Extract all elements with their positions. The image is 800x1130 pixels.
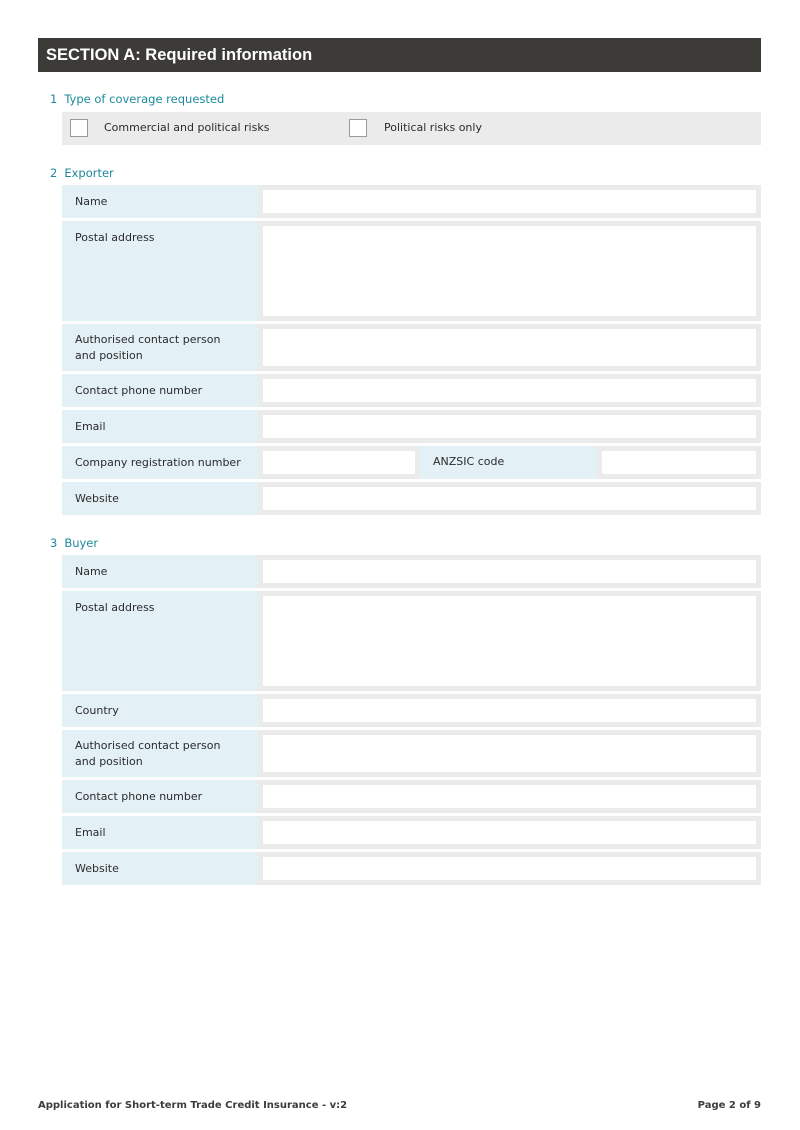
exporter-phone-input[interactable] [263, 379, 756, 402]
field-label: Name [62, 555, 258, 588]
field-label: Website [62, 852, 258, 885]
question-2-title [50, 166, 114, 180]
exporter-name-input[interactable] [263, 190, 756, 213]
field-label: Email [62, 410, 258, 443]
field-label: Name [62, 185, 258, 218]
question-number: 1 [50, 92, 58, 106]
field-label: Contact phone number [62, 374, 258, 407]
buyer-website-input[interactable] [263, 857, 756, 880]
buyer-phone-row [62, 780, 761, 813]
buyer-address-row [62, 591, 761, 691]
buyer-contact-input[interactable] [263, 735, 756, 772]
buyer-address-input[interactable] [263, 596, 756, 686]
question-label: Type of coverage requested [64, 92, 225, 106]
exporter-email-row [62, 410, 761, 443]
field-label: Postal address [62, 221, 258, 321]
question-number: 2 [50, 166, 58, 180]
buyer-phone-input[interactable] [263, 785, 756, 808]
question-1-title [50, 92, 224, 106]
exporter-contact-input[interactable] [263, 329, 756, 366]
exporter-website-row [62, 482, 761, 515]
exporter-contact-row [62, 324, 761, 371]
field-label: Website [62, 482, 258, 515]
exporter-name-row [62, 185, 761, 218]
checkbox-label-commercial-political: Commercial and political risks [104, 121, 270, 134]
field-label: Authorised contact person and position [62, 324, 258, 371]
field-label: Country [62, 694, 258, 727]
field-label: Contact phone number [62, 780, 258, 813]
field-label: ANZSIC code [420, 446, 597, 479]
field-label: Postal address [62, 591, 258, 691]
buyer-table [62, 555, 761, 888]
coverage-options [62, 112, 761, 145]
buyer-country-row [62, 694, 761, 727]
checkbox-label-political-only: Political risks only [384, 121, 482, 134]
exporter-registration-row [62, 446, 761, 479]
section-a-header: SECTION A: Required information [38, 38, 761, 72]
field-label: Email [62, 816, 258, 849]
checkbox-commercial-political[interactable] [70, 119, 88, 137]
buyer-contact-row [62, 730, 761, 777]
exporter-address-row [62, 221, 761, 321]
checkbox-political-only[interactable] [349, 119, 367, 137]
anzsic-code-input[interactable] [602, 451, 756, 474]
buyer-email-row [62, 816, 761, 849]
buyer-website-row [62, 852, 761, 885]
buyer-name-row [62, 555, 761, 588]
exporter-website-input[interactable] [263, 487, 756, 510]
question-label: Exporter [64, 166, 114, 180]
exporter-phone-row [62, 374, 761, 407]
footer-document-title: Application for Short-term Trade Credit Insurance - v:2 [38, 1100, 348, 1111]
exporter-email-input[interactable] [263, 415, 756, 438]
buyer-country-input[interactable] [263, 699, 756, 722]
buyer-email-input[interactable] [263, 821, 756, 844]
question-label: Buyer [64, 536, 99, 550]
company-registration-input[interactable] [263, 451, 415, 474]
buyer-name-input[interactable] [263, 560, 756, 583]
field-label: Authorised contact person and position [62, 730, 258, 777]
question-3-title [50, 536, 98, 550]
footer-page-number: Page 2 of 9 [697, 1100, 761, 1111]
exporter-table [62, 185, 761, 518]
exporter-address-input[interactable] [263, 226, 756, 316]
field-label: Company registration number [62, 446, 258, 479]
question-number: 3 [50, 536, 58, 550]
